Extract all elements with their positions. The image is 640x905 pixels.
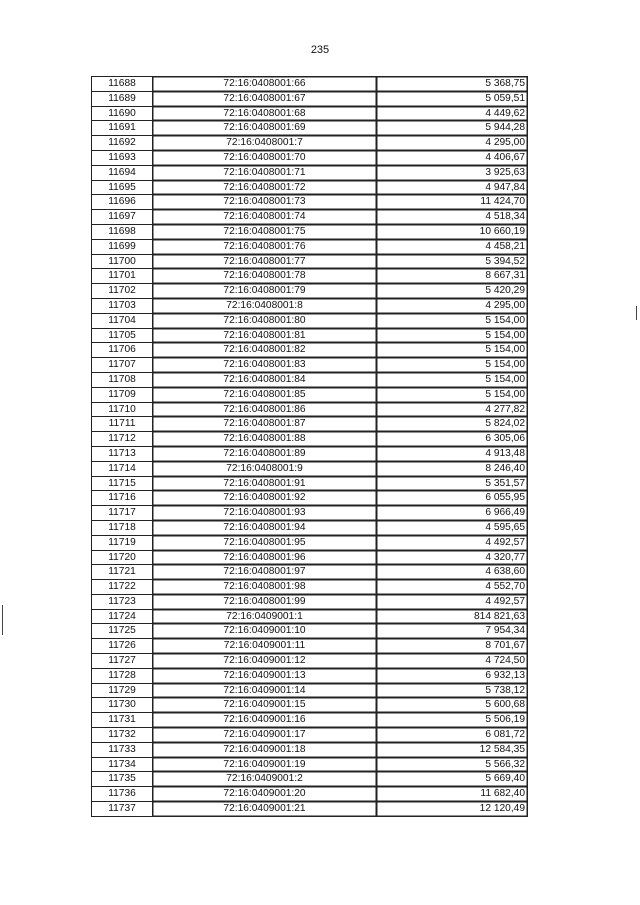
cadastral-number: 72:16:0408001:98: [153, 580, 377, 595]
row-number: 11717: [92, 506, 153, 521]
row-number: 11704: [92, 313, 153, 328]
row-number: 11719: [92, 535, 153, 550]
table-row: [92, 461, 528, 476]
cadastral-value: 5 420,29: [377, 284, 528, 299]
table-row: [92, 91, 528, 106]
table-row: [92, 802, 528, 817]
table-row: [92, 787, 528, 802]
cadastral-number: 72:16:0408001:70: [153, 150, 377, 165]
row-number: 11725: [92, 624, 153, 639]
cadastral-value: 4 295,00: [377, 298, 528, 313]
cadastral-value: 4 492,57: [377, 594, 528, 609]
cadastral-value: 4 638,60: [377, 565, 528, 580]
table-row: [92, 520, 528, 535]
row-number: 11712: [92, 432, 153, 447]
table-row: [92, 654, 528, 669]
cadastral-value: 4 458,21: [377, 239, 528, 254]
cadastral-value: 8 667,31: [377, 269, 528, 284]
table-row: [92, 136, 528, 151]
table-row: [92, 550, 528, 565]
cadastral-number: 72:16:0408001:97: [153, 565, 377, 580]
row-number: 11705: [92, 328, 153, 343]
cadastral-value: 11 682,40: [377, 787, 528, 802]
table-row: [92, 358, 528, 373]
cadastral-value: 4 724,50: [377, 654, 528, 669]
cadastral-number: 72:16:0409001:12: [153, 654, 377, 669]
cadastral-value: 4 406,67: [377, 150, 528, 165]
table-row: [92, 476, 528, 491]
table-row: [92, 77, 528, 92]
row-number: 11707: [92, 358, 153, 373]
cadastral-value: 8 701,67: [377, 639, 528, 654]
cadastral-number: 72:16:0408001:89: [153, 446, 377, 461]
cadastral-value: 12 584,35: [377, 742, 528, 757]
cadastral-value: 5 154,00: [377, 372, 528, 387]
cadastral-value: 10 660,19: [377, 224, 528, 239]
row-number: 11694: [92, 165, 153, 180]
left-edge-mark: [2, 605, 3, 635]
cadastral-number: 72:16:0408001:72: [153, 180, 377, 195]
table-row: [92, 284, 528, 299]
table-row: [92, 180, 528, 195]
cadastral-value: 6 055,95: [377, 491, 528, 506]
row-number: 11731: [92, 713, 153, 728]
row-number: 11708: [92, 372, 153, 387]
cadastral-value: 5 738,12: [377, 683, 528, 698]
cadastral-value-table: [91, 76, 528, 817]
table-row: [92, 728, 528, 743]
row-number: 11697: [92, 210, 153, 225]
table-row: [92, 239, 528, 254]
table-row: [92, 446, 528, 461]
table-row: [92, 698, 528, 713]
cadastral-value: 6 305,06: [377, 432, 528, 447]
cadastral-value: 6 966,49: [377, 506, 528, 521]
cadastral-value: 5 154,00: [377, 313, 528, 328]
cadastral-value: 4 449,62: [377, 106, 528, 121]
cadastral-number: 72:16:0408001:78: [153, 269, 377, 284]
row-number: 11711: [92, 417, 153, 432]
row-number: 11701: [92, 269, 153, 284]
row-number: 11691: [92, 121, 153, 136]
cadastral-value: 11 424,70: [377, 195, 528, 210]
cadastral-number: 72:16:0408001:73: [153, 195, 377, 210]
cadastral-value: 5 351,57: [377, 476, 528, 491]
row-number: 11723: [92, 594, 153, 609]
table-row: [92, 165, 528, 180]
cadastral-value: 4 552,70: [377, 580, 528, 595]
row-number: 11722: [92, 580, 153, 595]
right-edge-mark: [636, 306, 637, 320]
cadastral-number: 72:16:0408001:79: [153, 284, 377, 299]
cadastral-number: 72:16:0409001:17: [153, 728, 377, 743]
cadastral-number: 72:16:0408001:84: [153, 372, 377, 387]
row-number: 11728: [92, 668, 153, 683]
table-row: [92, 624, 528, 639]
cadastral-value: 4 492,57: [377, 535, 528, 550]
row-number: 11716: [92, 491, 153, 506]
cadastral-number: 72:16:0409001:1: [153, 609, 377, 624]
cadastral-number: 72:16:0409001:15: [153, 698, 377, 713]
cadastral-number: 72:16:0409001:2: [153, 772, 377, 787]
cadastral-value: 5 600,68: [377, 698, 528, 713]
cadastral-number: 72:16:0408001:77: [153, 254, 377, 269]
cadastral-number: 72:16:0408001:93: [153, 506, 377, 521]
cadastral-value: 4 277,82: [377, 402, 528, 417]
table-row: [92, 580, 528, 595]
row-number: 11690: [92, 106, 153, 121]
cadastral-value: 4 518,34: [377, 210, 528, 225]
row-number: 11699: [92, 239, 153, 254]
row-number: 11692: [92, 136, 153, 151]
table-row: [92, 210, 528, 225]
cadastral-number: 72:16:0408001:80: [153, 313, 377, 328]
row-number: 11698: [92, 224, 153, 239]
cadastral-value: 5 394,52: [377, 254, 528, 269]
table-row: [92, 298, 528, 313]
row-number: 11737: [92, 802, 153, 817]
row-number: 11720: [92, 550, 153, 565]
row-number: 11700: [92, 254, 153, 269]
table-row: [92, 402, 528, 417]
row-number: 11696: [92, 195, 153, 210]
cadastral-value: 814 821,63: [377, 609, 528, 624]
table-row: [92, 224, 528, 239]
cadastral-value: 6 932,13: [377, 668, 528, 683]
cadastral-number: 72:16:0408001:71: [153, 165, 377, 180]
cadastral-value: 5 566,32: [377, 757, 528, 772]
cadastral-value: 4 913,48: [377, 446, 528, 461]
cadastral-number: 72:16:0408001:85: [153, 387, 377, 402]
cadastral-number: 72:16:0408001:74: [153, 210, 377, 225]
cadastral-value: 5 944,28: [377, 121, 528, 136]
cadastral-number: 72:16:0409001:11: [153, 639, 377, 654]
table-row: [92, 121, 528, 136]
row-number: 11724: [92, 609, 153, 624]
row-number: 11718: [92, 520, 153, 535]
cadastral-number: 72:16:0408001:92: [153, 491, 377, 506]
table-row: [92, 535, 528, 550]
cadastral-value: 5 824,02: [377, 417, 528, 432]
table-row: [92, 506, 528, 521]
table-row: [92, 594, 528, 609]
row-number: 11730: [92, 698, 153, 713]
row-number: 11733: [92, 742, 153, 757]
cadastral-number: 72:16:0408001:91: [153, 476, 377, 491]
page-number: 235: [310, 44, 330, 56]
cadastral-number: 72:16:0408001:7: [153, 136, 377, 151]
cadastral-number: 72:16:0409001:18: [153, 742, 377, 757]
row-number: 11709: [92, 387, 153, 402]
cadastral-value: 5 506,19: [377, 713, 528, 728]
row-number: 11736: [92, 787, 153, 802]
cadastral-number: 72:16:0408001:87: [153, 417, 377, 432]
cadastral-value: 4 595,65: [377, 520, 528, 535]
cadastral-number: 72:16:0408001:69: [153, 121, 377, 136]
cadastral-value: 5 154,00: [377, 328, 528, 343]
cadastral-number: 72:16:0408001:82: [153, 343, 377, 358]
cadastral-value: 8 246,40: [377, 461, 528, 476]
row-number: 11715: [92, 476, 153, 491]
cadastral-number: 72:16:0409001:14: [153, 683, 377, 698]
table-row: [92, 195, 528, 210]
row-number: 11710: [92, 402, 153, 417]
row-number: 11732: [92, 728, 153, 743]
table-row: [92, 565, 528, 580]
cadastral-value: 12 120,49: [377, 802, 528, 817]
cadastral-number: 72:16:0408001:96: [153, 550, 377, 565]
table-row: [92, 491, 528, 506]
table-row: [92, 269, 528, 284]
table-row: [92, 343, 528, 358]
table-row: [92, 417, 528, 432]
cadastral-number: 72:16:0409001:19: [153, 757, 377, 772]
cadastral-value: 5 154,00: [377, 358, 528, 373]
table-row: [92, 668, 528, 683]
table-row: [92, 150, 528, 165]
cadastral-value: 5 154,00: [377, 343, 528, 358]
row-number: 11688: [92, 77, 153, 92]
cadastral-value: 5 368,75: [377, 77, 528, 92]
row-number: 11726: [92, 639, 153, 654]
cadastral-number: 72:16:0408001:68: [153, 106, 377, 121]
cadastral-number: 72:16:0409001:10: [153, 624, 377, 639]
cadastral-number: 72:16:0409001:16: [153, 713, 377, 728]
cadastral-value: 4 320,77: [377, 550, 528, 565]
table-row: [92, 772, 528, 787]
table-row: [92, 106, 528, 121]
cadastral-number: 72:16:0408001:76: [153, 239, 377, 254]
row-number: 11735: [92, 772, 153, 787]
row-number: 11721: [92, 565, 153, 580]
row-number: 11727: [92, 654, 153, 669]
cadastral-number: 72:16:0408001:67: [153, 91, 377, 106]
table-row: [92, 609, 528, 624]
row-number: 11702: [92, 284, 153, 299]
table-row: [92, 372, 528, 387]
row-number: 11729: [92, 683, 153, 698]
cadastral-number: 72:16:0409001:13: [153, 668, 377, 683]
row-number: 11734: [92, 757, 153, 772]
table-row: [92, 254, 528, 269]
row-number: 11693: [92, 150, 153, 165]
cadastral-number: 72:16:0408001:9: [153, 461, 377, 476]
cadastral-number: 72:16:0408001:75: [153, 224, 377, 239]
cadastral-number: 72:16:0408001:88: [153, 432, 377, 447]
cadastral-value: 7 954,34: [377, 624, 528, 639]
cadastral-number: 72:16:0408001:83: [153, 358, 377, 373]
table-row: [92, 387, 528, 402]
cadastral-number: 72:16:0408001:8: [153, 298, 377, 313]
cadastral-value: 4 947,84: [377, 180, 528, 195]
table-row: [92, 713, 528, 728]
cadastral-number: 72:16:0408001:99: [153, 594, 377, 609]
cadastral-number: 72:16:0408001:81: [153, 328, 377, 343]
table-row: [92, 683, 528, 698]
cadastral-value: 4 295,00: [377, 136, 528, 151]
row-number: 11714: [92, 461, 153, 476]
cadastral-value: 5 154,00: [377, 387, 528, 402]
table-row: [92, 432, 528, 447]
cadastral-number: 72:16:0408001:94: [153, 520, 377, 535]
cadastral-value: 5 059,51: [377, 91, 528, 106]
row-number: 11703: [92, 298, 153, 313]
cadastral-number: 72:16:0408001:95: [153, 535, 377, 550]
table-row: [92, 328, 528, 343]
cadastral-number: 72:16:0409001:21: [153, 802, 377, 817]
row-number: 11706: [92, 343, 153, 358]
table-body: [92, 77, 528, 817]
cadastral-value: 3 925,63: [377, 165, 528, 180]
table-row: [92, 742, 528, 757]
row-number: 11689: [92, 91, 153, 106]
cadastral-number: 72:16:0408001:86: [153, 402, 377, 417]
row-number: 11695: [92, 180, 153, 195]
cadastral-value: 6 081,72: [377, 728, 528, 743]
cadastral-number: 72:16:0409001:20: [153, 787, 377, 802]
table-row: [92, 313, 528, 328]
table-row: [92, 757, 528, 772]
table-row: [92, 639, 528, 654]
cadastral-value: 5 669,40: [377, 772, 528, 787]
cadastral-number: 72:16:0408001:66: [153, 77, 377, 92]
row-number: 11713: [92, 446, 153, 461]
